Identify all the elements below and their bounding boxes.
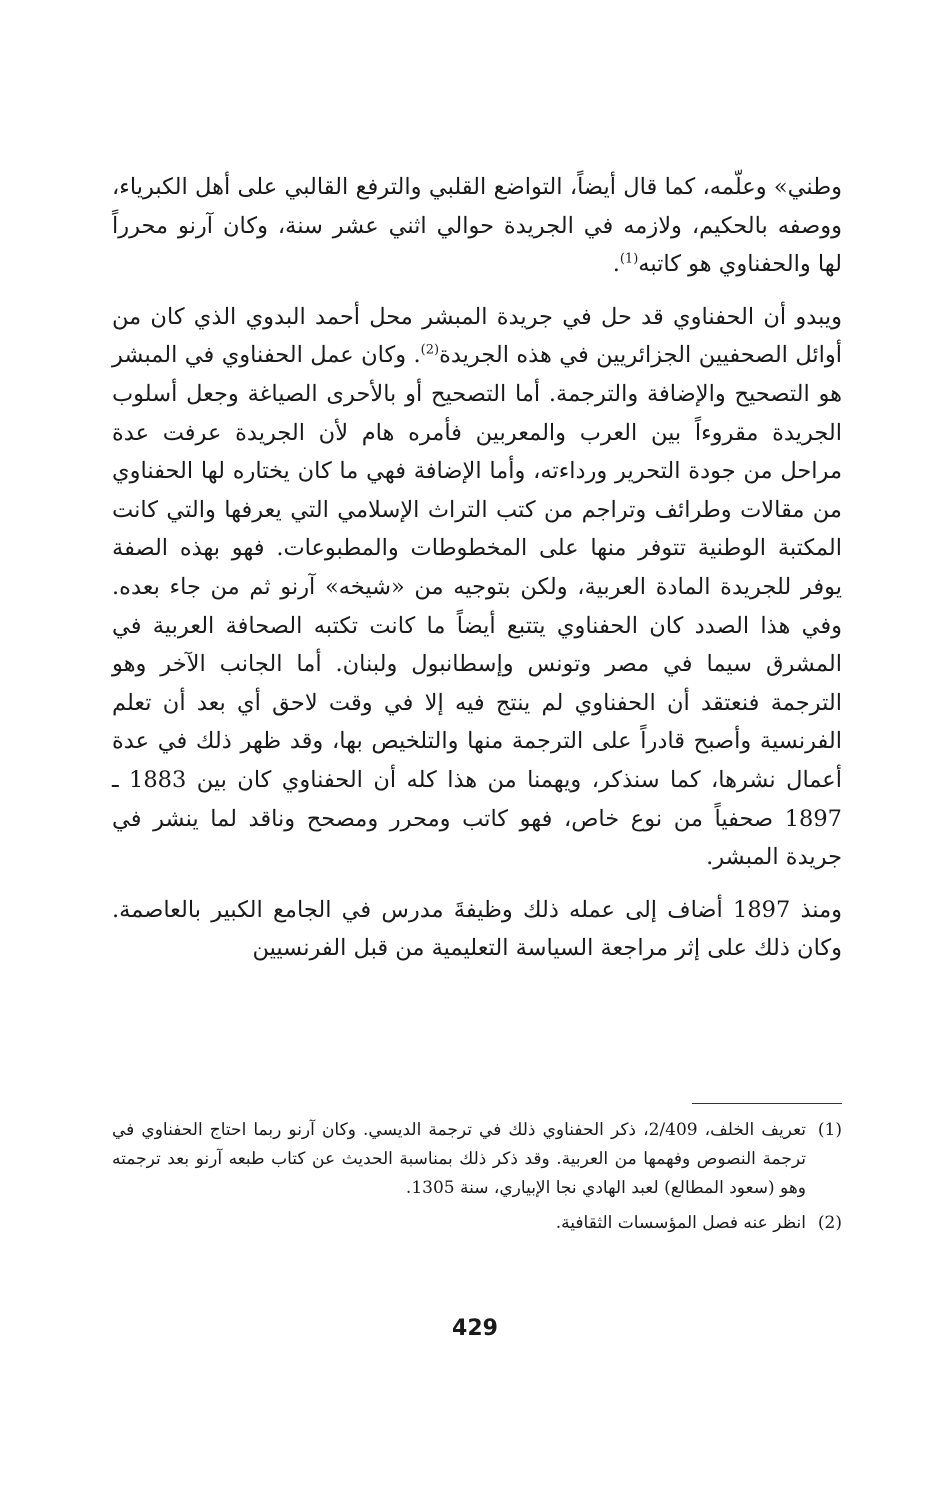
footnote-separator	[692, 1103, 842, 1104]
paragraph-1-tail: .	[612, 251, 620, 278]
footnote-number-1: (1)	[817, 1120, 842, 1140]
footnote-text-2: انظر عنه فصل المؤسسات الثقافية.	[555, 1213, 806, 1233]
page-number: 429	[452, 1316, 498, 1341]
paragraph-1	[112, 168, 842, 284]
footnotes	[112, 1116, 842, 1244]
footnote-ref-1[interactable]: (1)	[619, 251, 639, 267]
paragraph-2	[112, 298, 842, 877]
paragraph-1-text: وطني» وعلّمه، كما قال أيضاً، التواضع القلبي والترفع القالبي على أهل الكبرياء، ووصفه بالحكيم، ولازمه في الجريدة حوالي اثني عشر سنة، وكان آرنو محرراً لها والحفناوي هو كاتبه	[112, 174, 842, 278]
footnote-1	[112, 1116, 842, 1203]
paragraph-2-tail: . وكان عمل الحفناوي في المبشر هو التصحيح والإضافة والترجمة. أما التصحيح أو بالأحرى الصياغة وجعل أسلوب الجريدة مقروءاً بين العرب والمعربين فأمره هام لأن الجريدة عرفت عدة مراحل من جودة التحرير ورداءته، وأما الإضافة فهي ما كان يختاره لها الحفناوي من مقالات وطرائف وتراجم من كتب التراث الإسلامي التي يعرفها والتي كانت المكتبة الوطنية تتوفر منها على المخطوطات والمطبوعات. فهو بهذه الصفة يوفر للجريدة المادة العربية، ولكن بتوجيه من «شيخه» آرنو ثم من جاء بعده. وفي هذا الصدد كان الحفناوي يتتبع أيضاً ما كانت تكتبه الصحافة العربية في المشرق سيما في مصر وتونس وإسطانبول ولبنان. أما الجانب الآخر وهو الترجمة فنعتقد أن الحفناوي لم ينتج فيه إلا في وقت لاحق أي بعد أن تعلم الفرنسية وأصبح قادراً على الترجمة منها والتلخيص بها، وقد ظهر ذلك في عدة أعمال نشرها، كما سنذكر، ويهمنا من هذا كله أن الحفناوي كان بين 1883 ـ 1897 صحفياً من نوع خاص، فهو كاتب ومحرر ومصحح وناقد لما ينشر في جريدة المبشر.	[112, 342, 842, 871]
footnote-2	[112, 1209, 842, 1238]
footnote-number-2: (2)	[817, 1213, 842, 1233]
paragraph-2-text: ويبدو أن الحفناوي قد حل في جريدة المبشر محل أحمد البدوي الذي كان من أوائل الصحفيين الجزائريين في هذه الجريدة	[112, 303, 842, 369]
paragraph-3-text: ومنذ 1897 أضاف إلى عمله ذلك وظيفةَ مدرس في الجامع الكبير بالعاصمة. وكان ذلك على إثر مراجعة السياسة التعليمية من قبل الفرنسيين	[112, 896, 842, 962]
paragraph-3	[112, 891, 842, 968]
main-text	[112, 168, 842, 968]
footnote-text-1: تعريف الخلف، 2/409، ذكر الحفناوي ذلك في ترجمة الديسي. وكان آرنو ربما احتاج الحفناوي في ترجمة النصوص وفهمها من العربية. وقد ذكر ذلك بمناسبة الحديث عن كتاب طبعه آرنو بعد ترجمته وهو (سعود المطالع) لعبد الهادي نجا الإبياري، سنة 1305.	[112, 1120, 806, 1198]
footnote-ref-2[interactable]: (2)	[420, 342, 440, 358]
